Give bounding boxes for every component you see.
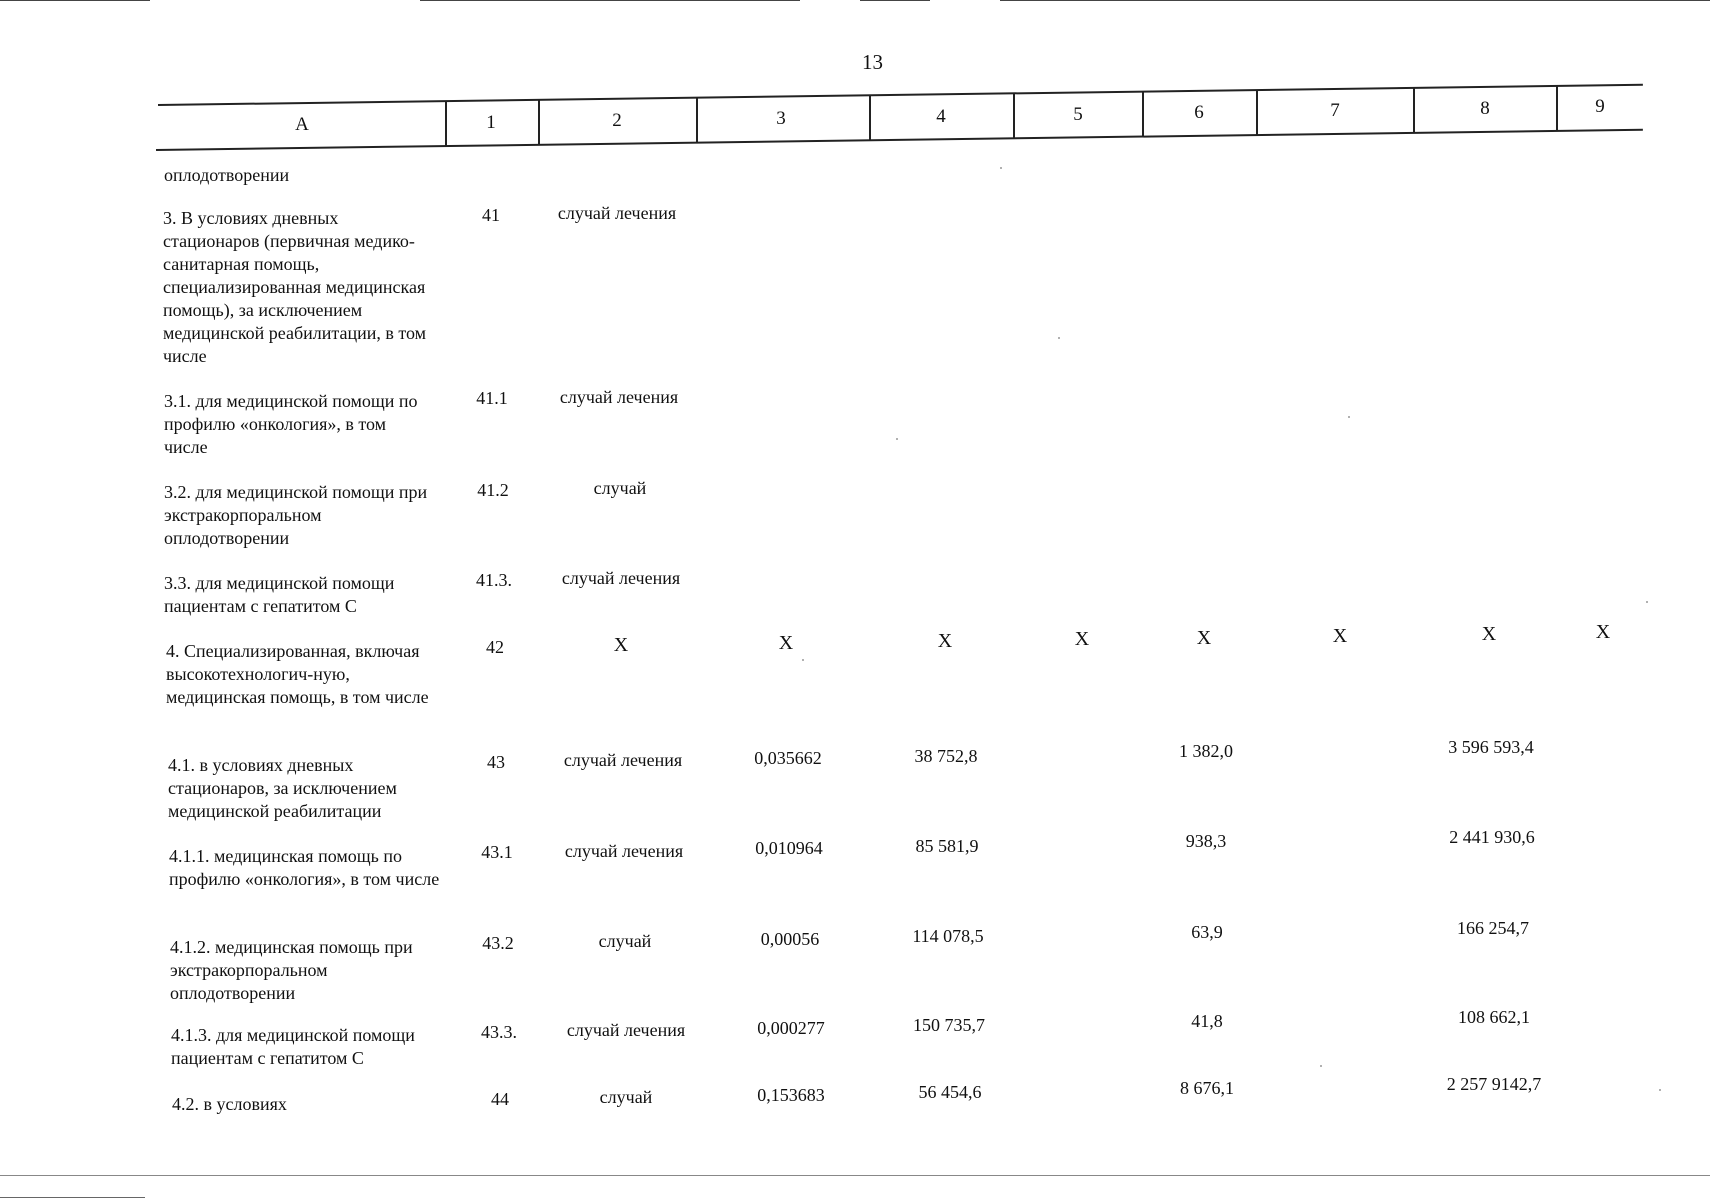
row-description: 3.1. для медицинской помощи по профилю «онкология», в том числе — [164, 391, 418, 457]
value-col4: 56 454,6 — [918, 1082, 982, 1102]
row-unit: случай лечения — [563, 750, 683, 770]
x-mark: X — [613, 634, 629, 656]
header-divider — [1413, 88, 1415, 132]
column-header-3: 3 — [776, 108, 786, 129]
row-code: 43.2 — [482, 933, 514, 953]
value-col3: 0,000277 — [757, 1018, 825, 1038]
x-mark: X — [1196, 627, 1212, 649]
value-col8: 2 441 930,6 — [1449, 827, 1535, 847]
row-code: 41.3. — [476, 570, 512, 590]
header-divider — [1013, 93, 1015, 138]
value-col3: 0,153683 — [757, 1085, 825, 1105]
column-header-8: 8 — [1480, 98, 1490, 119]
column-header-4: 4 — [936, 106, 946, 127]
page-number: 13 — [862, 50, 883, 74]
column-header-a: A — [295, 114, 309, 135]
row-unit: случай — [599, 1087, 653, 1107]
row-unit: случай — [593, 478, 647, 498]
scan-speck — [1058, 337, 1060, 339]
column-header-7: 7 — [1330, 100, 1340, 121]
scan-speck — [1320, 1065, 1322, 1067]
value-col3: 0,010964 — [755, 838, 823, 858]
scan-edge-line — [860, 0, 930, 1]
scan-edge-line — [0, 0, 150, 1]
scan-speck — [1646, 601, 1648, 603]
scan-edge-line — [0, 1197, 145, 1198]
row-unit: случай лечения — [561, 568, 681, 588]
column-header-1: 1 — [486, 112, 496, 133]
row-unit: случай лечения — [566, 1020, 686, 1040]
x-mark: X — [1332, 625, 1348, 647]
x-mark: X — [1595, 621, 1611, 643]
header-divider — [869, 95, 871, 140]
scan-speck — [1659, 1089, 1661, 1091]
value-col6: 938,3 — [1185, 831, 1227, 851]
row-description: оплодотворении — [164, 165, 290, 185]
value-col6: 41,8 — [1191, 1011, 1223, 1031]
x-mark: X — [778, 632, 794, 654]
value-col4: 150 735,7 — [913, 1015, 985, 1035]
row-code: 44 — [491, 1089, 509, 1109]
value-col8: 3 596 593,4 — [1448, 737, 1534, 757]
value-col6: 8 676,1 — [1180, 1078, 1234, 1098]
value-col3: 0,00056 — [760, 929, 820, 949]
row-unit: случай лечения — [559, 387, 679, 407]
column-header-6: 6 — [1194, 102, 1204, 123]
value-col3: 0,035662 — [754, 748, 822, 768]
row-code: 41.1 — [476, 388, 508, 408]
row-unit: случай лечения — [557, 203, 677, 223]
header-divider — [1142, 92, 1144, 137]
scan-edge-line — [420, 0, 800, 1]
row-code: 43 — [487, 752, 505, 772]
row-code: 41 — [482, 205, 500, 225]
value-col8: 166 254,7 — [1457, 918, 1529, 938]
row-code: 41.2 — [477, 480, 509, 500]
header-divider — [538, 99, 540, 145]
scan-edge-line — [0, 1175, 1710, 1176]
column-header-5: 5 — [1073, 104, 1083, 125]
row-description: 4.2. в условиях — [172, 1094, 287, 1114]
x-mark: X — [937, 630, 953, 652]
row-description: 4.1.3. для медицинской помощи пациентам с гепатитом С — [171, 1025, 415, 1068]
row-description: 4.1.2. медицинская помощь при экстракорпоральном оплодотворении — [170, 937, 413, 1003]
x-mark: X — [1481, 623, 1497, 645]
value-col6: 1 382,0 — [1179, 741, 1233, 761]
x-mark: X — [1074, 628, 1090, 650]
value-col4: 85 581,9 — [915, 836, 979, 856]
header-divider — [445, 101, 447, 146]
row-unit: случай лечения — [564, 841, 684, 861]
header-divider — [1556, 86, 1558, 130]
row-description: 4.1.1. медицинская помощь по профилю «онкология», в том числе — [169, 846, 440, 889]
scan-speck — [1000, 167, 1002, 169]
row-description: 4.1. в условиях дневных стационаров, за исключением медицинской реабилитации — [168, 755, 397, 821]
header-bottom-border — [156, 129, 1643, 151]
column-header-2: 2 — [612, 110, 622, 131]
row-description: 3.2. для медицинской помощи при экстракорпоральном оплодотворении — [164, 482, 428, 548]
row-code: 43.3. — [481, 1022, 517, 1042]
value-col4: 114 078,5 — [912, 926, 984, 946]
row-unit: случай — [598, 931, 652, 951]
row-description: 3. В условиях дневных стационаров (первичная медико-санитарная помощь, специализированная медицинская помощь), за исключением медицинской реабилитации, в том числе — [163, 208, 427, 366]
value-col6: 63,9 — [1191, 922, 1223, 942]
header-divider — [1256, 90, 1258, 135]
column-header-9: 9 — [1595, 96, 1605, 117]
scan-edge-line — [1000, 0, 1710, 1]
row-code: 43.1 — [481, 842, 513, 862]
row-code: 42 — [486, 637, 504, 657]
row-description: 3.3. для медицинской помощи пациентам с гепатитом С — [164, 573, 395, 616]
row-description: 4. Специализированная, включая высокотехнологич-ную, медицинская помощь, в том числе — [166, 641, 429, 707]
scan-speck — [802, 659, 804, 661]
value-col8: 2 257 9142,7 — [1446, 1074, 1542, 1094]
header-top-border — [158, 84, 1643, 106]
header-divider — [696, 97, 698, 142]
value-col4: 38 752,8 — [914, 746, 978, 766]
scan-speck — [1348, 416, 1350, 418]
scan-speck — [896, 438, 898, 440]
value-col8: 108 662,1 — [1458, 1007, 1530, 1027]
